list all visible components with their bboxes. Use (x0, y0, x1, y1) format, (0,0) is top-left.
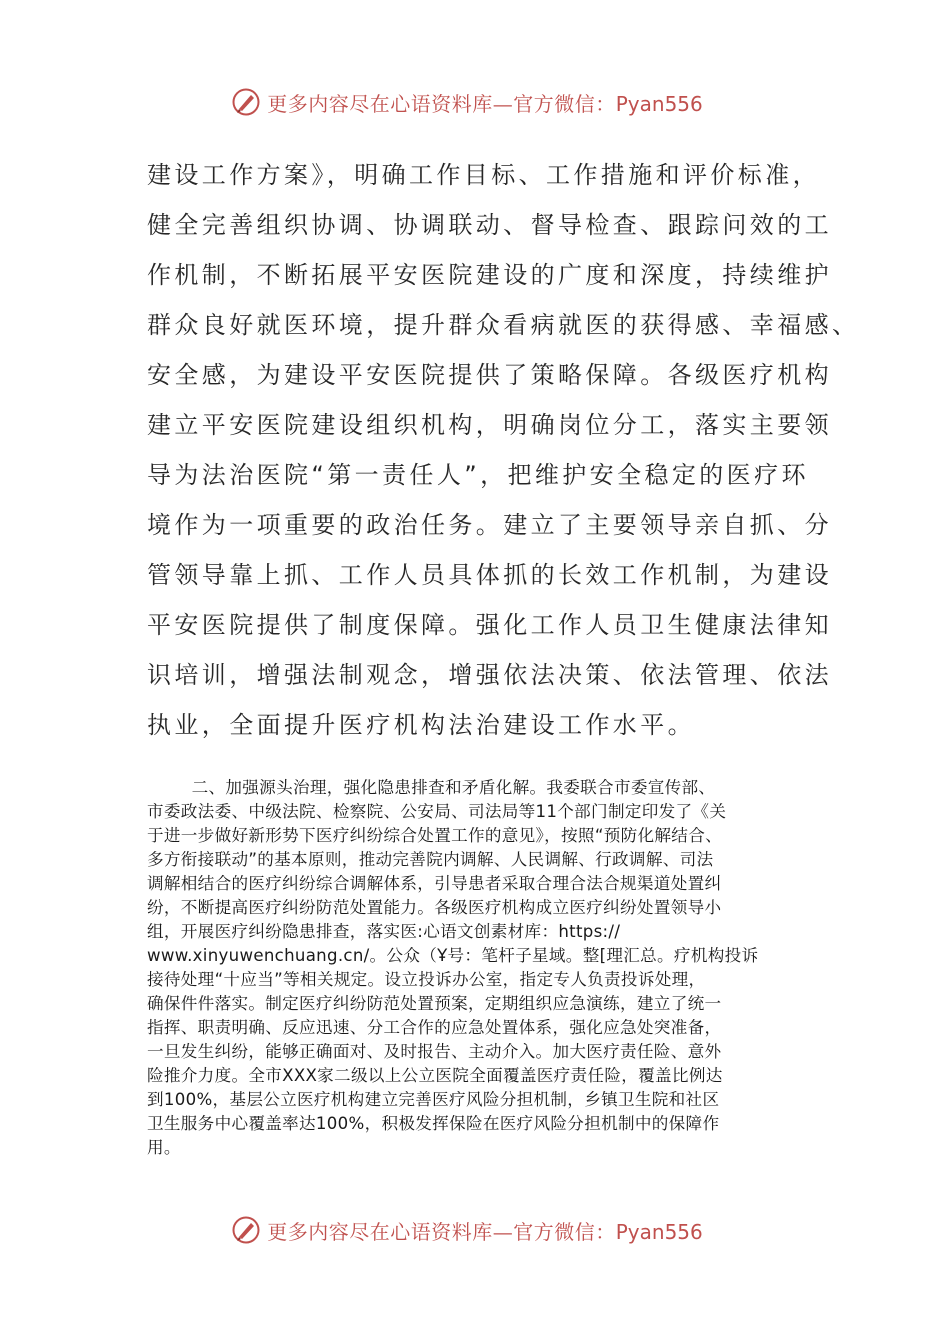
text-line: 指挥、职责明确、反应迅速、分工合作的应急处置体系，强化应急处突准备， (147, 1018, 722, 1037)
text-line: 用。 (147, 1138, 181, 1157)
text-line: 安全感，为建设平安医院提供了策略保障。各级医疗机构 (147, 361, 832, 389)
text-line: 管领导靠上抓、工作人员具体抓的长效工作机制，为建设 (147, 561, 832, 589)
text-line: 纷，不断提高医疗纠纷防范处置能力。各级医疗机构成立医疗纠纷处置领导小 (147, 898, 722, 917)
text-line: 二、加强源头治理，强化隐患排查和矛盾化解。我委联合市委宣传部、 (147, 778, 716, 797)
text-line: 建设工作方案》，明确工作目标、工作措施和评价标准， (147, 161, 820, 189)
text-line: 作机制，不断拓展平安医院建设的广度和深度，持续维护 (147, 261, 832, 289)
text-line: 调解相结合的医疗纠纷综合调解体系，引导患者采取合理合法合规渠道处置纠 (147, 874, 722, 893)
text-line: 导为法治医院“第一责任人”，把维护安全稳定的医疗环 (147, 461, 809, 489)
text-line: 群众良好就医环境，提升群众看病就医的获得感、幸福感、 (147, 311, 860, 339)
text-line: 识培训，增强法制观念，增强依法决策、依法管理、依法 (147, 661, 832, 689)
text-line: 境作为一项重要的政治任务。建立了主要领导亲自抓、分 (147, 511, 832, 539)
section-two-paragraph (147, 776, 807, 1160)
banner-text: 更多内容尽在心语资料库—官方微信：Pyan556 (267, 91, 703, 116)
text-line: www.xinyuwenchuang.cn/。公众（Ұ号：笔杆子星域。整[理汇总。疗机构投诉 (147, 946, 759, 965)
banner-text: 更多内容尽在心语资料库—官方微信：Pyan556 (267, 1219, 703, 1244)
text-line: 健全完善组织协调、协调联动、督导检查、跟踪问效的工 (147, 211, 832, 239)
text-line: 到100%，基层公立医疗机构建立完善医疗风险分担机制，乡镇卫生院和社区 (147, 1090, 720, 1109)
text-line: 一旦发生纠纷，能够正确面对、及时报告、主动介入。加大医疗责任险、意外 (147, 1042, 722, 1061)
text-line: 于进一步做好新形势下医疗纠纷综合处置工作的意见》，按照“预防化解结合、 (147, 826, 722, 845)
banner-wechat-id: Pyan556 (615, 91, 703, 116)
text-line: 多方衔接联动”的基本原则，推动完善院内调解、人民调解、行政调解、司法 (147, 850, 714, 869)
text-line: 接待处理“十应当”等相关规定。设立投诉办公室，指定专人负责投诉处理， (147, 970, 706, 989)
text-line: 执业，全面提升医疗机构法治建设工作水平。 (147, 711, 695, 739)
text-line: 组，开展医疗纠纷隐患排查，落实医:心语文创素材库：https:// (147, 922, 621, 941)
footer-banner (0, 1210, 950, 1250)
pen-logo-icon (231, 87, 261, 117)
text-line: 险推介力度。全市XXX家二级以上公立医院全面覆盖医疗责任险，覆盖比例达 (147, 1066, 723, 1085)
text-line: 平安医院提供了制度保障。强化工作人员卫生健康法律知 (147, 611, 832, 639)
text-line: 市委政法委、中级法院、检察院、公安局、司法局等11个部门制定印发了《关 (147, 802, 727, 821)
text-line: 卫生服务中心覆盖率达100%，积极发挥保险在医疗风险分担机制中的保障作 (147, 1114, 720, 1133)
header-banner (0, 82, 950, 122)
banner-wechat-id: Pyan556 (615, 1219, 703, 1244)
text-line: 确保件件落实。制定医疗纠纷防范处置预案，定期组织应急演练，建立了统一 (147, 994, 722, 1013)
main-paragraph (147, 150, 860, 750)
text-line: 建立平安医院建设组织机构，明确岗位分工，落实主要领 (147, 411, 832, 439)
pen-logo-icon (231, 1215, 261, 1245)
